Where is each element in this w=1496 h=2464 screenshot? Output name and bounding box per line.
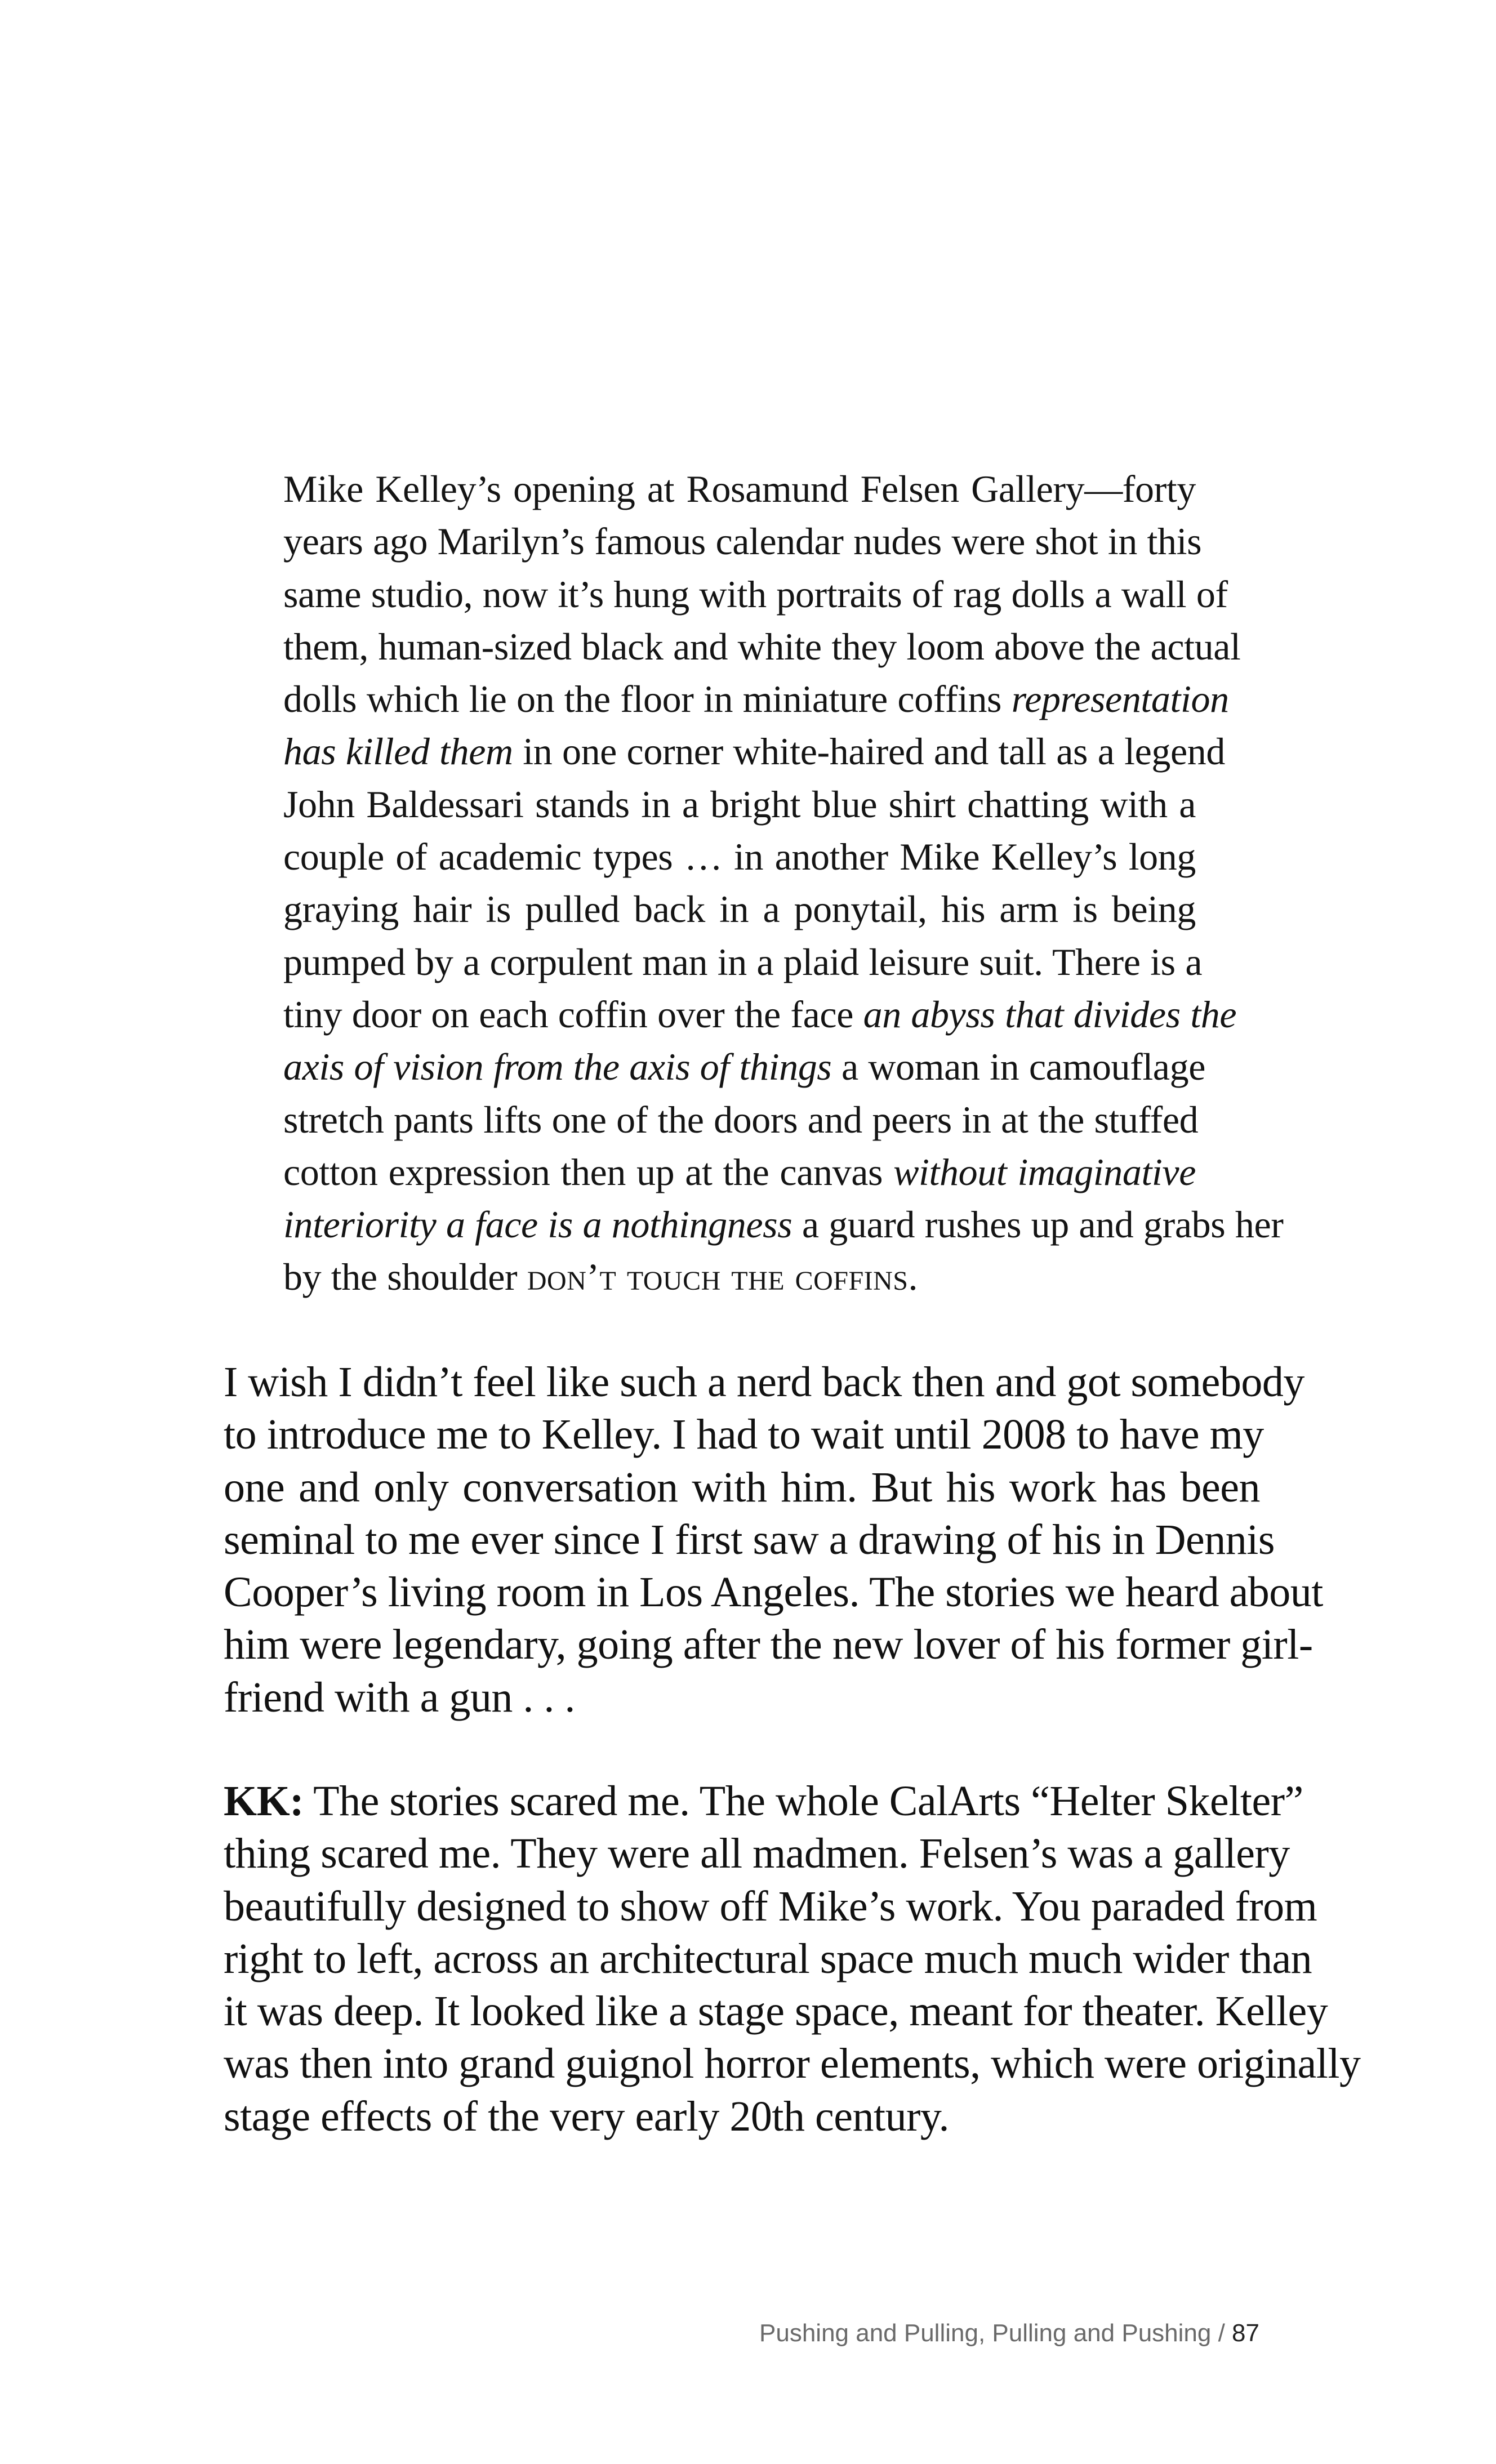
paragraph-line: seminal to me ever since I first saw a drawing of his in Dennis <box>224 1516 1275 1563</box>
running-title: Pushing and Pulling, Pulling and Pushing <box>759 2319 1212 2347</box>
speaker-label: KK: <box>224 1777 304 1825</box>
quote-line <box>283 1146 1196 1198</box>
paragraph-line: right to left, across an architectural space much much wider than <box>224 1935 1312 1982</box>
paragraph-text: The stories scared me. The whole CalArts “Helter Skelter” <box>304 1777 1303 1825</box>
paragraph-line: to introduce me to Kelley. I had to wait until 2008 to have my <box>224 1411 1264 1459</box>
footer-separator: / <box>1211 2319 1232 2347</box>
quote-line <box>283 778 1196 831</box>
paragraph-line: beautifully designed to show off Mike’s work. You paraded from <box>224 1882 1317 1930</box>
quote-text: stretch pants lifts one of the doors and peers in at the stuffed <box>283 1098 1199 1141</box>
quote-text: tiny door on each coffin over the face <box>283 992 863 1036</box>
quote-text: same studio, now it’s hung with portraits of rag dolls a wall of <box>283 572 1228 616</box>
quote-line <box>283 831 1196 883</box>
quote-text: years ago Marilyn’s famous calendar nudes were shot in this <box>283 520 1202 563</box>
quote-line <box>283 673 1229 725</box>
paragraph-line: stage effects of the very early 20th century. <box>224 2092 949 2140</box>
quote-italic-text: interiority a face is a nothingness <box>283 1203 792 1246</box>
quote-italic-text: has killed them <box>283 730 513 773</box>
quote-text: a woman in camouflage <box>831 1045 1205 1089</box>
quote-italic-text: an abyss that divides the <box>863 992 1237 1036</box>
quote-line <box>283 883 1196 935</box>
quote-line <box>283 1198 1284 1251</box>
quote-line <box>283 1251 1196 1303</box>
paragraph-line: friend with a gun . . . <box>224 1673 575 1721</box>
quote-text: pumped by a corpulent man in a plaid leisure suit. There is a <box>283 940 1203 983</box>
quote-text: graying hair is pulled back in a ponytail, his arm is being <box>283 888 1196 931</box>
paragraph-line: one and only conversation with him. But his work has been <box>224 1463 1260 1511</box>
quote-text: Mike Kelley’s opening at Rosamund Felsen Gallery—forty <box>283 467 1196 510</box>
quote-italic-text: without imaginative <box>893 1150 1196 1193</box>
quote-text: in one corner white-haired and tall as a legend <box>513 730 1225 773</box>
quote-text: by the shoulder <box>283 1255 527 1299</box>
quote-line <box>283 725 1225 778</box>
paragraph-line: it was deep. It looked like a stage space, meant for theater. Kelley <box>224 1988 1328 2035</box>
paragraph-line: thing scared me. They were all madmen. Felsen’s was a gallery <box>224 1830 1290 1878</box>
quote-text: couple of academic types … in another Mike Kelley’s long <box>283 835 1196 879</box>
quote-text: cotton expression then up at the canvas <box>283 1150 894 1193</box>
quote-italic-text: axis of vision from the axis of things <box>283 1045 832 1089</box>
paragraph-line: was then into grand guignol horror elements, which were originally <box>224 2040 1361 2088</box>
quote-line <box>283 988 1237 1041</box>
quote-italic-text: representation <box>1011 678 1229 721</box>
paragraph-line: I wish I didn’t feel like such a nerd back then and got somebody <box>224 1358 1304 1406</box>
paragraph-narrator <box>224 1356 1323 1724</box>
paragraph-line <box>224 1775 1303 1828</box>
paragraph-kk <box>224 1775 1361 2143</box>
running-footer <box>759 2319 1259 2347</box>
block-quote <box>283 463 1284 1304</box>
quote-line <box>283 936 1203 988</box>
quote-line <box>283 568 1228 621</box>
quote-text: . <box>908 1255 918 1299</box>
quote-line <box>283 1041 1205 1093</box>
quote-line <box>283 515 1202 568</box>
quote-text: them, human-sized black and white they loom above the actual <box>283 625 1241 668</box>
quote-text: John Baldessari stands in a bright blue shirt chatting with a <box>283 782 1196 826</box>
paragraph-line: him were legendary, going after the new lover of his former girl- <box>224 1621 1313 1669</box>
page-number: 87 <box>1232 2319 1259 2347</box>
quote-smallcaps-text: don’t touch the coffins <box>527 1255 909 1299</box>
quote-text: a guard rushes up and grabs her <box>792 1203 1284 1246</box>
quote-line <box>283 463 1196 515</box>
quote-text: dolls which lie on the floor in miniature coffins <box>283 678 1012 721</box>
quote-line <box>283 1094 1199 1146</box>
quote-line <box>283 621 1241 673</box>
paragraph-line: Cooper’s living room in Los Angeles. The stories we heard about <box>224 1569 1323 1616</box>
